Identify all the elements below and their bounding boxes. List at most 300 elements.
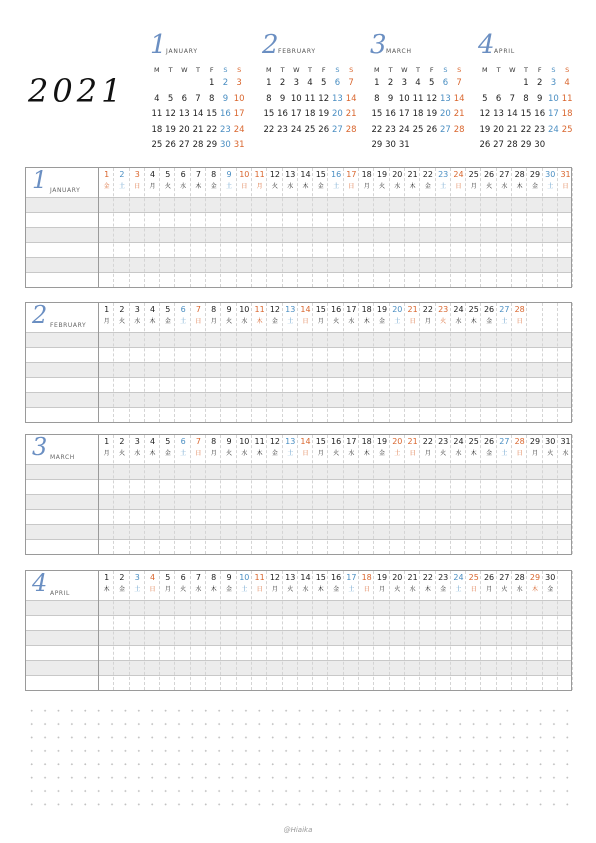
day-weekday: 火 xyxy=(333,450,340,457)
day-column xyxy=(237,435,252,459)
mini-calendar-day: 13 xyxy=(440,93,451,104)
day-column xyxy=(191,571,206,595)
day-number: 10 xyxy=(239,170,250,179)
day-weekday: 土 xyxy=(134,586,141,593)
day-number: 10 xyxy=(239,573,250,582)
day-weekday: 土 xyxy=(241,586,248,593)
day-column xyxy=(390,168,405,192)
mini-calendar-day: 15 xyxy=(206,109,218,119)
day-column xyxy=(313,303,328,327)
mini-calendar-day: 23 xyxy=(277,124,288,135)
day-number: 9 xyxy=(226,305,232,314)
day-weekday: 木 xyxy=(256,450,263,457)
mini-calendar-day: 6 xyxy=(181,93,187,104)
day-column xyxy=(420,303,435,327)
day-weekday: 月 xyxy=(424,318,431,325)
day-column xyxy=(497,303,512,327)
day-column xyxy=(466,168,481,192)
mini-calendar-day: 14 xyxy=(506,109,518,119)
mini-calendar-name: MARCH xyxy=(386,48,412,55)
mini-calendar-day xyxy=(177,76,191,92)
day-column xyxy=(481,435,496,459)
day-column xyxy=(175,435,190,459)
mini-calendar-day: 12 xyxy=(426,93,438,104)
day-number: 18 xyxy=(361,170,372,179)
day-number: 6 xyxy=(180,437,186,446)
mini-calendar-day: 5 xyxy=(482,93,488,104)
day-weekday: 日 xyxy=(455,183,462,190)
day-column xyxy=(252,168,267,192)
day-weekday: 金 xyxy=(440,586,447,593)
day-number: 25 xyxy=(468,437,479,446)
day-column xyxy=(175,571,190,595)
day-number: 16 xyxy=(331,437,342,446)
day-weekday: 水 xyxy=(455,450,462,457)
day-number: 9 xyxy=(226,170,232,179)
day-number: 8 xyxy=(211,573,217,582)
day-number: 20 xyxy=(392,573,403,582)
day-column xyxy=(543,571,558,595)
day-number: 10 xyxy=(239,305,250,314)
day-number: 6 xyxy=(180,170,186,179)
day-number: 15 xyxy=(315,170,326,179)
day-number: 8 xyxy=(211,170,217,179)
day-column xyxy=(420,435,435,459)
day-number: 27 xyxy=(499,437,510,446)
day-weekday: 火 xyxy=(440,450,447,457)
day-number: 10 xyxy=(239,437,250,446)
mini-calendar-day: 24 xyxy=(398,124,410,135)
mini-calendar-day: 2 xyxy=(279,78,286,88)
day-weekday: 土 xyxy=(394,450,401,457)
day-column xyxy=(481,571,496,595)
mini-calendar-day: 29 xyxy=(520,140,532,150)
mini-calendar-day: 25 xyxy=(561,124,573,135)
mini-calendar-day: 9 xyxy=(536,93,543,104)
mini-calendar-day xyxy=(478,76,492,92)
day-column xyxy=(374,571,389,595)
mini-calendar-name: FEBRUARY xyxy=(278,48,316,55)
day-number: 26 xyxy=(483,573,495,582)
mini-calendar-day: 28 xyxy=(506,140,518,150)
day-column xyxy=(328,435,343,459)
day-column xyxy=(405,303,420,327)
day-column xyxy=(114,435,129,459)
mini-calendar-day: 28 xyxy=(345,124,357,135)
weekday-label: T xyxy=(196,66,200,74)
day-weekday: 日 xyxy=(195,318,202,325)
mini-calendar-day: 29 xyxy=(371,140,383,150)
weekday-label: S xyxy=(335,66,340,74)
day-weekday: 土 xyxy=(501,450,508,457)
day-weekday: 日 xyxy=(363,586,370,593)
mini-calendar-day: 2 xyxy=(387,78,394,88)
day-weekday: 日 xyxy=(409,318,416,325)
day-number: 22 xyxy=(422,170,433,179)
mini-calendar-day: 5 xyxy=(320,78,327,88)
day-column xyxy=(481,168,496,192)
mini-calendar-weekday-header xyxy=(370,66,466,74)
day-number: 19 xyxy=(376,573,388,582)
day-number: 14 xyxy=(300,170,311,179)
mini-calendar-day: 20 xyxy=(178,124,190,135)
mini-calendar-day: 11 xyxy=(561,93,573,104)
mini-calendar-day: 10 xyxy=(548,93,559,104)
day-weekday: 水 xyxy=(348,318,355,325)
day-weekday: 木 xyxy=(210,586,217,593)
mini-calendar-weekday-header xyxy=(478,66,574,74)
day-number: 4 xyxy=(149,305,156,314)
mini-calendar-day: 27 xyxy=(440,124,451,135)
day-weekday: 火 xyxy=(287,586,294,593)
day-column xyxy=(436,303,451,327)
day-weekday: 水 xyxy=(409,586,416,593)
day-number: 1 xyxy=(104,305,110,314)
weekday-label: T xyxy=(388,66,393,74)
day-column xyxy=(130,435,145,459)
mini-calendar-day: 28 xyxy=(453,124,465,135)
day-weekday: 木 xyxy=(317,586,324,593)
day-weekday: 木 xyxy=(149,450,156,457)
day-column xyxy=(221,435,236,459)
mini-calendar-day: 22 xyxy=(263,124,275,135)
mini-calendar-name: APRIL xyxy=(494,48,516,55)
day-number: 1 xyxy=(104,170,110,179)
day-number: 20 xyxy=(392,170,403,179)
day-weekday: 月 xyxy=(210,318,217,325)
day-weekday: 土 xyxy=(287,450,294,457)
day-weekday: 日 xyxy=(302,318,309,325)
day-weekday: 水 xyxy=(302,586,309,593)
day-number: 13 xyxy=(285,170,296,179)
day-column xyxy=(99,571,114,595)
day-column xyxy=(374,303,389,327)
day-column xyxy=(374,435,389,459)
day-weekday: 水 xyxy=(241,450,248,457)
day-weekday: 土 xyxy=(180,450,187,457)
mini-calendar-day: 1 xyxy=(374,78,380,88)
day-number: 18 xyxy=(361,305,372,314)
day-column xyxy=(512,435,527,459)
day-number: 31 xyxy=(560,437,571,446)
mini-calendar-grid xyxy=(150,76,246,154)
mini-calendar-grid xyxy=(478,76,574,154)
day-number: 22 xyxy=(422,305,433,314)
day-weekday: 月 xyxy=(363,183,370,190)
day-weekday: 土 xyxy=(547,183,554,190)
weekday-label: M xyxy=(374,66,380,74)
day-number: 14 xyxy=(300,305,311,314)
mini-calendar-day: 16 xyxy=(385,109,396,119)
mini-calendar-day: 18 xyxy=(304,109,316,119)
footer-signature: @Hiaika xyxy=(283,826,313,834)
day-column xyxy=(390,571,405,595)
day-number: 19 xyxy=(376,305,388,314)
day-weekday: 木 xyxy=(256,318,263,325)
day-number: 16 xyxy=(331,305,342,314)
mini-calendar-day: 23 xyxy=(534,124,546,135)
mini-calendar-day: 16 xyxy=(534,109,546,119)
day-weekday: 火 xyxy=(333,318,340,325)
mini-calendar-day: 9 xyxy=(279,93,286,104)
mini-calendar-day: 24 xyxy=(290,124,302,135)
day-number: 25 xyxy=(468,573,479,582)
day-column xyxy=(283,571,298,595)
mini-calendar-day: 25 xyxy=(151,140,163,150)
day-weekday: 月 xyxy=(164,586,171,593)
day-weekday: 火 xyxy=(118,318,125,325)
day-weekday: 水 xyxy=(134,450,141,457)
day-header xyxy=(99,168,571,192)
day-weekday: 日 xyxy=(348,183,355,190)
mini-calendar-day: 5 xyxy=(428,78,435,88)
mini-calendar-day xyxy=(560,138,574,154)
day-column xyxy=(160,168,175,192)
day-number: 29 xyxy=(529,170,541,179)
weekday-label: W xyxy=(401,66,408,74)
day-number: 27 xyxy=(499,170,510,179)
day-number: 25 xyxy=(468,305,479,314)
day-weekday: 水 xyxy=(134,318,141,325)
day-weekday: 木 xyxy=(363,318,370,325)
day-number: 30 xyxy=(545,170,556,179)
day-number: 26 xyxy=(483,170,495,179)
day-column xyxy=(252,571,267,595)
day-weekday: 水 xyxy=(241,318,248,325)
day-column xyxy=(436,435,451,459)
day-number: 7 xyxy=(195,305,201,314)
mini-calendar-day: 30 xyxy=(385,140,396,150)
day-column xyxy=(237,168,252,192)
mini-calendar-day: 4 xyxy=(154,93,160,104)
day-weekday: 火 xyxy=(164,183,171,190)
day-weekday: 木 xyxy=(103,586,110,593)
day-weekday: 水 xyxy=(394,183,401,190)
weekday-label: M xyxy=(266,66,272,74)
day-column xyxy=(359,168,374,192)
day-weekday: 月 xyxy=(103,450,110,457)
mini-calendar-day: 7 xyxy=(456,78,462,88)
mini-calendar-day: 22 xyxy=(520,124,532,135)
mini-calendar-day: 6 xyxy=(442,78,449,88)
mini-calendar-day: 23 xyxy=(220,124,231,135)
day-number: 3 xyxy=(134,305,140,314)
mini-calendar-grid xyxy=(370,76,466,154)
day-weekday: 土 xyxy=(501,318,508,325)
day-column xyxy=(420,571,435,595)
day-number: 17 xyxy=(346,170,357,179)
day-weekday: 火 xyxy=(226,318,233,325)
mini-calendar-day: 8 xyxy=(266,93,272,104)
day-number: 27 xyxy=(499,305,510,314)
mini-calendar-day: 19 xyxy=(479,124,491,135)
day-number: 13 xyxy=(285,573,296,582)
day-column xyxy=(558,168,573,192)
weekday-label: S xyxy=(565,66,570,74)
day-weekday: 月 xyxy=(103,318,110,325)
mini-calendar-day xyxy=(547,138,561,154)
mini-calendar-day: 4 xyxy=(307,78,313,88)
day-column xyxy=(145,571,160,595)
mini-calendar-day: 25 xyxy=(304,124,316,135)
day-column xyxy=(390,435,405,459)
day-column xyxy=(436,168,451,192)
day-number: 11 xyxy=(254,170,265,179)
day-weekday: 金 xyxy=(378,318,385,325)
mini-calendar-day: 5 xyxy=(167,93,174,104)
day-weekday: 金 xyxy=(424,183,431,190)
day-weekday: 金 xyxy=(486,450,493,457)
day-weekday: 火 xyxy=(271,183,278,190)
mini-calendar-day: 1 xyxy=(266,78,272,88)
mini-calendar-day: 6 xyxy=(334,78,341,88)
day-number: 28 xyxy=(514,437,525,446)
mini-calendar-day: 21 xyxy=(192,124,204,135)
day-weekday: 水 xyxy=(195,586,202,593)
mini-calendar-day: 12 xyxy=(479,109,491,119)
day-weekday: 月 xyxy=(210,450,217,457)
day-number: 26 xyxy=(483,305,495,314)
day-number: 24 xyxy=(453,170,464,179)
weekday-label: T xyxy=(496,66,501,74)
day-number: 26 xyxy=(483,437,495,446)
day-column xyxy=(497,435,512,459)
mini-calendar-day xyxy=(411,138,425,154)
day-column xyxy=(328,168,343,192)
day-weekday: 金 xyxy=(317,183,324,190)
day-weekday: 月 xyxy=(317,450,324,457)
day-weekday: 火 xyxy=(394,586,401,593)
mini-calendar-day: 2 xyxy=(222,78,229,88)
day-weekday: 金 xyxy=(547,586,554,593)
mini-calendar-day: 11 xyxy=(151,109,163,119)
day-number: 12 xyxy=(269,573,280,582)
day-weekday: 金 xyxy=(378,450,385,457)
mini-calendar-day: 11 xyxy=(412,93,424,104)
day-column xyxy=(145,435,160,459)
weekday-label: S xyxy=(237,66,242,74)
day-column xyxy=(267,571,282,595)
day-column xyxy=(283,303,298,327)
month-label xyxy=(26,571,98,601)
day-number: 8 xyxy=(211,437,217,446)
mini-calendar-day: 27 xyxy=(493,140,504,150)
mini-calendar-day xyxy=(452,138,466,154)
day-weekday: 日 xyxy=(409,450,416,457)
day-column xyxy=(512,571,527,595)
day-weekday: 金 xyxy=(118,586,125,593)
mini-calendar-day: 2 xyxy=(536,78,543,88)
day-column xyxy=(527,571,542,595)
mini-calendar-day: 21 xyxy=(345,109,357,119)
mini-calendar-day: 30 xyxy=(534,140,546,150)
day-column xyxy=(359,303,374,327)
weekday-label: W xyxy=(293,66,300,74)
day-number: 7 xyxy=(195,573,201,582)
day-weekday: 火 xyxy=(118,450,125,457)
day-weekday: 月 xyxy=(486,586,493,593)
day-weekday: 日 xyxy=(149,586,156,593)
day-header xyxy=(99,571,571,595)
day-column xyxy=(543,435,558,459)
weekday-label: S xyxy=(457,66,462,74)
day-weekday: 水 xyxy=(501,183,508,190)
day-number: 8 xyxy=(211,305,217,314)
day-weekday: 金 xyxy=(103,183,110,190)
mini-calendar-day: 16 xyxy=(277,109,288,119)
mini-calendar-day: 20 xyxy=(440,109,451,119)
mini-calendar-day: 12 xyxy=(165,109,176,119)
day-number: 12 xyxy=(269,437,280,446)
mini-calendar-day: 3 xyxy=(293,78,299,88)
day-column xyxy=(99,435,114,459)
day-column xyxy=(481,303,496,327)
day-number: 2 xyxy=(119,437,125,446)
day-column xyxy=(298,303,313,327)
day-column xyxy=(130,571,145,595)
month-block-january xyxy=(25,167,572,288)
day-column xyxy=(466,303,481,327)
weekday-label: M xyxy=(154,66,160,74)
month-block-april xyxy=(25,570,572,691)
day-number: 4 xyxy=(149,573,156,582)
day-weekday: 土 xyxy=(394,318,401,325)
day-number: 5 xyxy=(165,170,171,179)
mini-calendar-day: 26 xyxy=(426,124,438,135)
month-number: 2 xyxy=(32,301,48,329)
day-number: 27 xyxy=(499,573,510,582)
day-number: 7 xyxy=(195,437,201,446)
mini-calendar-day: 27 xyxy=(178,140,190,150)
day-number: 28 xyxy=(514,170,525,179)
mini-calendar-day: 23 xyxy=(385,124,396,135)
day-column xyxy=(497,168,512,192)
day-column xyxy=(451,435,466,459)
mini-calendar-day: 1 xyxy=(523,78,529,88)
day-weekday: 木 xyxy=(363,450,370,457)
day-weekday: 土 xyxy=(287,318,294,325)
day-column xyxy=(313,168,328,192)
mini-calendar-day: 14 xyxy=(192,109,204,119)
mini-calendar-day: 20 xyxy=(332,109,343,119)
day-column xyxy=(130,168,145,192)
mini-calendar-day: 18 xyxy=(561,109,573,119)
day-column xyxy=(298,435,313,459)
mini-calendar-day xyxy=(164,76,178,92)
day-weekday: 金 xyxy=(164,450,171,457)
mini-calendar-day: 16 xyxy=(220,109,231,119)
day-weekday: 土 xyxy=(440,183,447,190)
mini-calendar-day: 21 xyxy=(453,109,465,119)
day-column xyxy=(451,168,466,192)
day-weekday: 金 xyxy=(486,318,493,325)
weekday-label: F xyxy=(429,66,434,74)
day-weekday: 月 xyxy=(424,450,431,457)
day-number: 13 xyxy=(285,437,296,446)
mini-calendar-day: 4 xyxy=(415,78,421,88)
day-number: 28 xyxy=(514,573,525,582)
weekday-label: W xyxy=(509,66,516,74)
day-number: 17 xyxy=(346,437,357,446)
day-column xyxy=(267,303,282,327)
mini-calendar-day: 26 xyxy=(479,140,491,150)
day-weekday: 金 xyxy=(164,318,171,325)
day-weekday: 火 xyxy=(180,586,187,593)
mini-calendar-day: 27 xyxy=(332,124,343,135)
mini-calendar-day: 15 xyxy=(520,109,532,119)
weekday-label: W xyxy=(181,66,188,74)
day-number: 7 xyxy=(195,170,201,179)
